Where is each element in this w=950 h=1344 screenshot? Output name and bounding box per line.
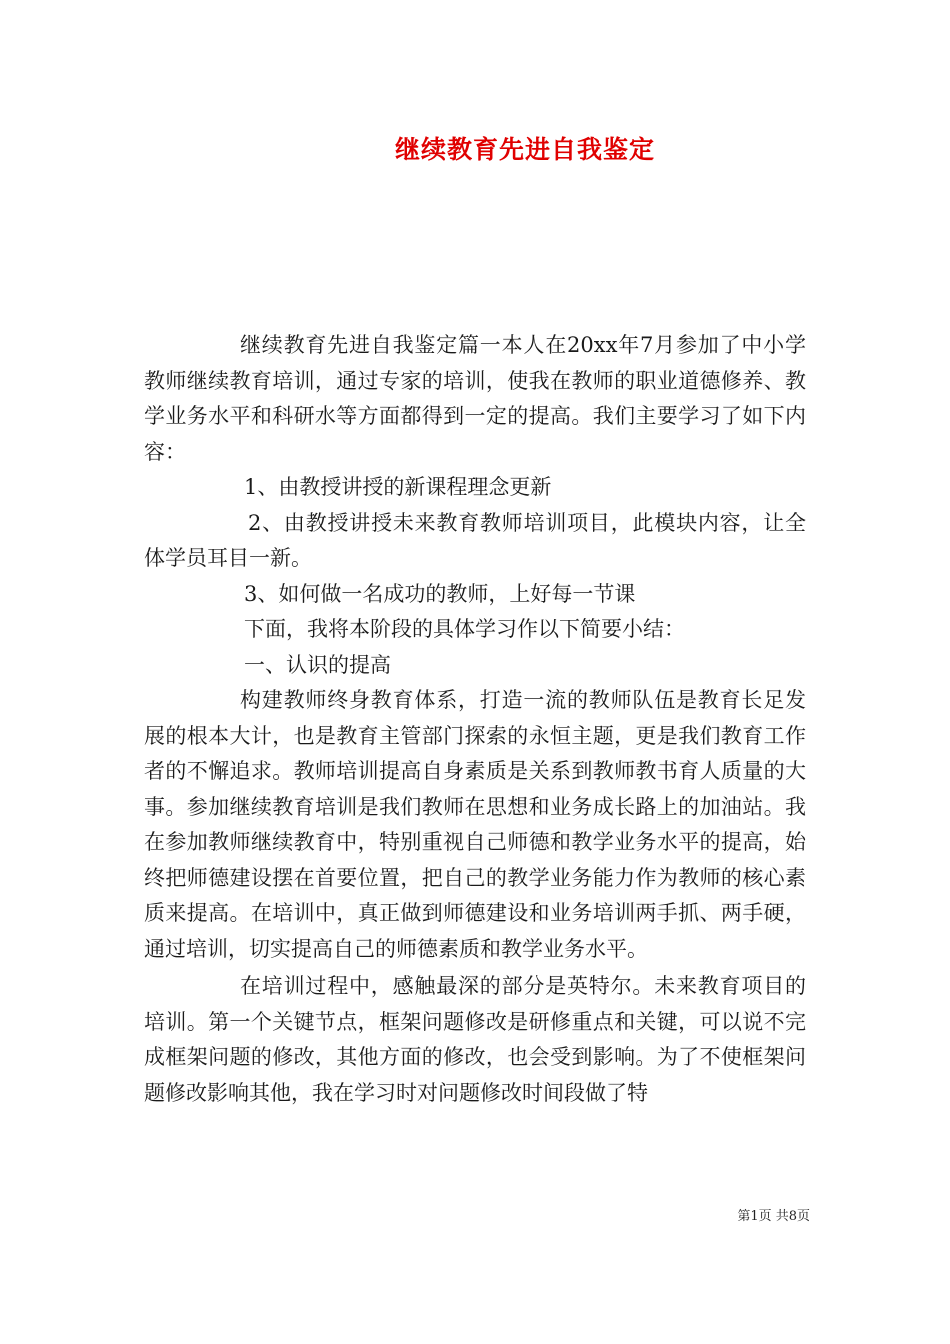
list-item-2: 2、由教授讲授未来教育教师培训项目，此模块内容，让全体学员耳目一新。 bbox=[144, 510, 806, 570]
paragraph-section-1: 构建教师终身教育体系，打造一流的教师队伍是教育长足发展的根本大计，也是教育主管部门探索的永恒主题，更是我们教育工作者的不懈追求。教师培训提高自身素质是关系到教师教书育人质量的大事。参加继续教育培训是我们教师在思想和业务成长路上的加油站。我在参加教师继续教育中，特别重视自己师德和教学业务水平的提高，始终把师德建设摆在首要位置，把自己的教学业务能力作为教师的核心素质来提高。在培训中，真正做到师德建设和业务培训两手抓、两手硬，通过培训，切实提高自己的师德素质和教学业务水平。 bbox=[144, 688, 806, 961]
paragraph-intro: 继续教育先进自我鉴定篇一本人在20xx年7月参加了中小学教师继续教育培训，通过专家的培训，使我在教师的职业道德修养、教学业务水平和科研水等方面都得到一定的提高。我们主要学习了如下内容： bbox=[144, 333, 806, 464]
document-title: 继续教育先进自我鉴定 bbox=[394, 135, 655, 164]
paragraph-summary-intro: 下面，我将本阶段的具体学习作以下简要小结： bbox=[244, 617, 685, 641]
paragraph-training-process: 在培训过程中，感触最深的部分是英特尔。未来教育项目的培训。第一个关键节点，框架问题修改是研修重点和关键，可以说不完成框架问题的修改，其他方面的修改，也会受到影响。为了不使框架问题修改影响其他，我在学习时对问题修改时间段做了特 bbox=[144, 974, 806, 1105]
section-heading-1: 一、认识的提高 bbox=[244, 652, 391, 677]
list-item-3: 3、如何做一名成功的教师，上好每一节课 bbox=[244, 581, 636, 606]
document-body bbox=[144, 328, 806, 1111]
list-item-1: 1、由教授讲授的新课程理念更新 bbox=[244, 475, 552, 499]
page-number: 第1页 共8页 bbox=[737, 1209, 810, 1224]
